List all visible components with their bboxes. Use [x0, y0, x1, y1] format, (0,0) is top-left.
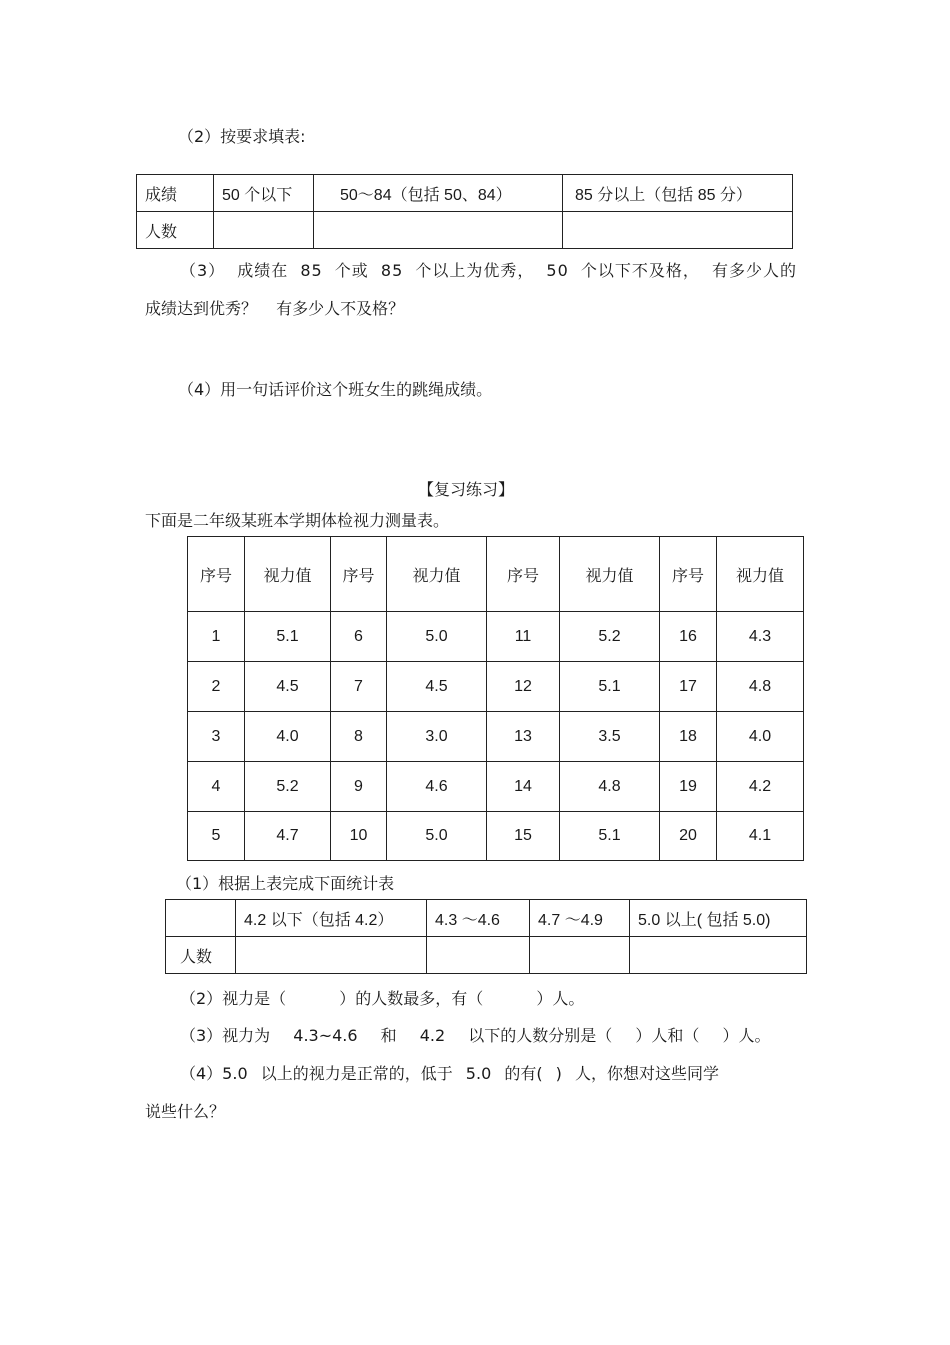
vision-seq: 6: [331, 612, 387, 662]
score-header-cell: 85 分以上（包括 85 分）: [563, 175, 793, 212]
q2-label: （2）按要求填表:: [178, 127, 306, 146]
vision-val: 5.0: [387, 812, 487, 861]
vision-header-val: 视力值: [245, 537, 331, 612]
sub2-text: （2）视力是（ ）的人数最多，有（ ）人。: [180, 989, 585, 1008]
vision-val: 4.5: [245, 662, 331, 712]
q3-line1: （3） 成绩在 85 个或 85 个以上为优秀， 50 个以下不及格， 有多少人的: [180, 261, 797, 280]
vision-seq: 8: [331, 712, 387, 762]
vision-seq: 17: [660, 662, 717, 712]
vision-val: 4.1: [717, 812, 804, 861]
vision-header-seq: 序号: [660, 537, 717, 612]
score-row-label: 人数: [137, 212, 214, 249]
sub1-text: （1）根据上表完成下面统计表: [176, 874, 395, 893]
vision-header-val: 视力值: [717, 537, 804, 612]
vision-val: 4.0: [717, 712, 804, 762]
vision-val: 5.2: [245, 762, 331, 812]
score-header-cell: 成绩: [137, 175, 214, 212]
vision-table: [187, 536, 804, 861]
sub3-text: （3）视力为 4.3~4.6 和 4.2 以下的人数分别是（ ）人和（ ）人。: [180, 1026, 771, 1045]
sub4-line1: （4）5.0 以上的视力是正常的，低于 5.0 的有( ) 人，你想对这些同学: [180, 1064, 719, 1083]
vision-seq: 13: [487, 712, 560, 762]
vision-seq: 9: [331, 762, 387, 812]
vision-seq: 3: [188, 712, 245, 762]
vision-seq: 15: [487, 812, 560, 861]
review-intro: 下面是二年级某班本学期体检视力测量表。: [145, 511, 450, 530]
vision-val: 5.0: [387, 612, 487, 662]
stat-blank-cell[interactable]: [630, 937, 807, 974]
vision-val: 5.1: [560, 812, 660, 861]
vision-header-seq: 序号: [487, 537, 560, 612]
stat-header-cell: 4.7 ～4.9: [530, 900, 630, 937]
vision-val: 4.8: [717, 662, 804, 712]
vision-header-val: 视力值: [560, 537, 660, 612]
score-blank-cell[interactable]: [214, 212, 314, 249]
vision-row: [188, 812, 804, 861]
q3-line2: 成绩达到优秀？ 有多少人不及格？: [145, 299, 405, 318]
vision-val: 5.1: [245, 612, 331, 662]
stat-blank-cell[interactable]: [236, 937, 427, 974]
vision-seq: 18: [660, 712, 717, 762]
stat-table: [165, 899, 807, 974]
stat-blank-cell[interactable]: [427, 937, 530, 974]
vision-val: 4.7: [245, 812, 331, 861]
vision-val: 4.2: [717, 762, 804, 812]
vision-seq: 14: [487, 762, 560, 812]
vision-seq: 5: [188, 812, 245, 861]
vision-val: 5.2: [560, 612, 660, 662]
review-title: 【复习练习】: [418, 480, 515, 499]
vision-row: [188, 762, 804, 812]
vision-val: 4.6: [387, 762, 487, 812]
vision-val: 3.5: [560, 712, 660, 762]
vision-val: 4.0: [245, 712, 331, 762]
vision-seq: 19: [660, 762, 717, 812]
vision-val: 3.0: [387, 712, 487, 762]
vision-seq: 2: [188, 662, 245, 712]
score-header-cell: 50～84（包括 50、84）: [314, 175, 563, 212]
score-blank-cell[interactable]: [314, 212, 563, 249]
vision-seq: 4: [188, 762, 245, 812]
vision-header-seq: 序号: [188, 537, 245, 612]
vision-seq: 12: [487, 662, 560, 712]
vision-row: [188, 712, 804, 762]
stat-row-label: 人数: [166, 937, 236, 974]
vision-seq: 10: [331, 812, 387, 861]
stat-header-cell: 5.0 以上( 包括 5.0): [630, 900, 807, 937]
stat-corner-cell: [166, 900, 236, 937]
vision-header-val: 视力值: [387, 537, 487, 612]
vision-row: [188, 612, 804, 662]
stat-blank-cell[interactable]: [530, 937, 630, 974]
vision-seq: 16: [660, 612, 717, 662]
score-table: [136, 174, 793, 249]
stat-header-cell: 4.2 以下（包括 4.2）: [236, 900, 427, 937]
q4-text: （4）用一句话评价这个班女生的跳绳成绩。: [178, 380, 493, 399]
score-blank-cell[interactable]: [563, 212, 793, 249]
vision-val: 4.8: [560, 762, 660, 812]
vision-seq: 20: [660, 812, 717, 861]
vision-val: 4.5: [387, 662, 487, 712]
vision-row: [188, 662, 804, 712]
stat-header-cell: 4.3 ～4.6: [427, 900, 530, 937]
vision-seq: 11: [487, 612, 560, 662]
vision-seq: 7: [331, 662, 387, 712]
vision-val: 4.3: [717, 612, 804, 662]
sub4-line2: 说些什么？: [145, 1102, 226, 1121]
score-header-cell: 50 个以下: [214, 175, 314, 212]
vision-header-seq: 序号: [331, 537, 387, 612]
vision-val: 5.1: [560, 662, 660, 712]
vision-seq: 1: [188, 612, 245, 662]
